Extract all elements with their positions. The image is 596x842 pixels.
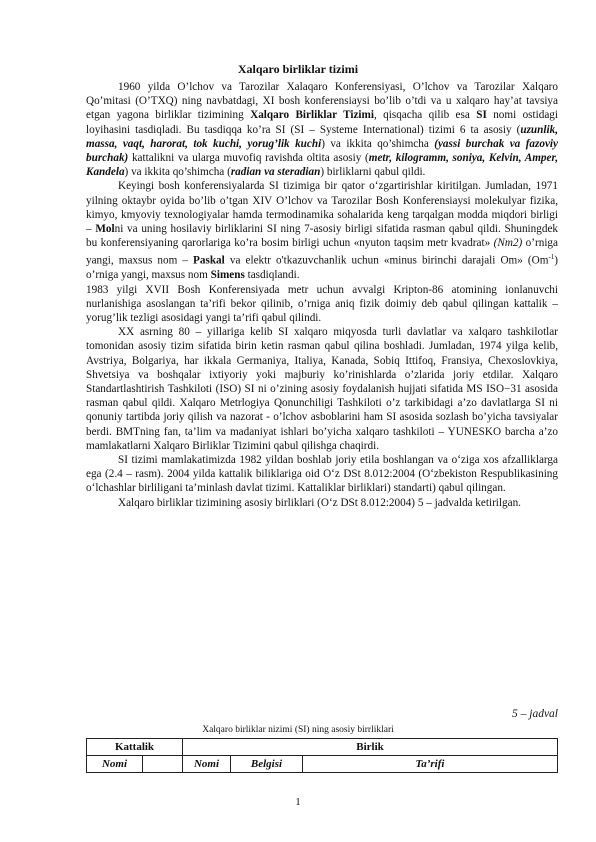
paragraph-6: Xalqaro birliklar tizimining asosiy birliklari (O‘z DSt 8.012:2004) 5 – jadvalda ketirilgan. (118, 496, 521, 509)
paragraph-4: XX asrning 80 – yillariga kelib SI xalqaro miqyosda turli davlatlar va xalqaro tashkilotlar tomonidan asosiy tizim sifatida birin ketin rasman qabul qilina boshladi. Jumladan, 1974 yilga kelib, Avstriya, Bolgariya, har ikkala Germaniya, Italiya, Kanada, Sobiq Ittifoq, Fransiya, Chexoslovkiya, Shvetsiya va boshqalar ixtiyoriy yoki majburiy ko’rinishlarda o’zlarida joriy etdilar. Xalqaro Standartlashtirish Tashkiloti (ISO) SI ni o’zining asosiy foydalanish hujjati sifatida MS ISO−31 asosida rasman qabul qildi. Xalqaro Metrlogiya Qonunchiligi Tashkiloti o’z tarkibidagi a’zo davlatlarga SI ni qonuniy tartibda joriy qilish va nazorat - o’lchov asboblarini ham SI asosida sozlash bo’yicha tavsiyalar berdi. BMTning fan, ta’lim va madaniyat ishlari bo’yicha xalqaro tashkiloti – YUNESKO barcha a’zo mamlakatlarni Xalqaro Birliklar Tizimini qabul qilishga chaqirdi. (86, 326, 558, 452)
subheader-belgisi: Belgisi (231, 756, 303, 773)
paragraph-1: 1960 yilda O’lchov va Tarozilar Xalaqaro Konferensiyasi, O’lchov va Tarozilar Xalqaro Qo’mitasi (O’TXQ) ning navbatdagi, XI bosh konferensiaysi bo’lib o’tdi va u xalqaro hay’at tavsiya etgan yagona birliklar tizimining Xalqaro Birliklar Tizimi, qisqacha qilib esa SI nomi ostidagi loyihasini tasdiqladi. Bu tasdiqqa ko’ra SI (SI – Systeme International) tizimi 6 ta asosiy (uzunlik, massa, vaqt, harorat, tok kuchi, yorug’lik kuchi) va ikkita qo’shimcha (yassi burchak va fazoviy burchak) kattalikni va ularga muvofiq ravishda oltita asosiy (metr, kilogramm, soniya, Kelvin, Amper, Kandela) va ikkita qo’shimcha (radian va steradian) birliklarni qabul qildi. (86, 81, 559, 179)
si-units-table (86, 738, 558, 773)
subheader-nomi-birlik: Nomi (183, 756, 231, 773)
paragraph-3: 1983 yilgi XVII Bosh Konferensiyada metr uchun avvalgi Kripton-86 atomining ionlanuvchi nurlanishiga asoslangan ta’rifi bekor qilinib, o’rniga aniq fizik doimiy deb qabul qilingan kattalik – yorug’lik tezligi asosidagi yangi ta’rifi qabul qilindi. (86, 283, 558, 324)
document-body (86, 80, 558, 510)
header-kattalik: Kattalik (87, 739, 183, 756)
subheader-tarifi: Ta’rifi (303, 756, 558, 773)
page-title: Xalqaro birliklar tizimi (237, 62, 359, 76)
subheader-empty (143, 756, 183, 773)
table-subheader-row (87, 756, 558, 773)
paragraph-2: Keyingi bosh konferensiyalarda SI tizimiga bir qator o‘zgartirishlar kiritilgan. Jumladan, 1971 yilning oktaybr oyida bo’lib o’tgan XIV O’lchov va Tarozilar Bosh Konferensiaysi molekulyar fizika, kimyo, kmyoviy texnologiyalar hamda termodinamika sohalarida keng tarqalgan modda miqdori birligi – Molni va uning hosilaviy birliklarini SI ning 7-asosiy birligi sifatida rasman qabul qildi. Shuningdek bu konferensiyaning qarorlariga ko’ra bosim birligi uchun «nyuton taqsim metr kvadrat» (Nm2) o’rniga yangi, maxsus nom – Paskal va elektr o'tkazuvchanlik uchun «minus birinchi darajali Om» $(Om^{-1})$ o’rniga yangi, maxsus nom Simens tasdiqlandi. (86, 180, 559, 282)
header-birlik: Birlik (183, 739, 558, 756)
table-caption: Xalqaro birliklar nizimi (SI) ning asosiy birrliklari (202, 725, 394, 735)
paragraph-5: SI tizimi mamlakatimizda 1982 yildan boshlab joriy etila boshlangan va o‘ziga xos afzalliklarga ega (2.4 – rasm). 2004 yilda kattalik biliklariga oid O‘z DSt 8.012:2004 (O‘zbekiston Respublikasining o‘lchashlar birliligani ta’minlash davlat tizimi. Kattaliklar birliklari) standarti) qabul qilingan. (86, 454, 558, 495)
subheader-nomi-kattalik: Nomi (87, 756, 143, 773)
page-number: 1 (295, 796, 301, 808)
table-number-label: 5 – jadval (512, 708, 558, 720)
table-header-row (87, 739, 558, 756)
